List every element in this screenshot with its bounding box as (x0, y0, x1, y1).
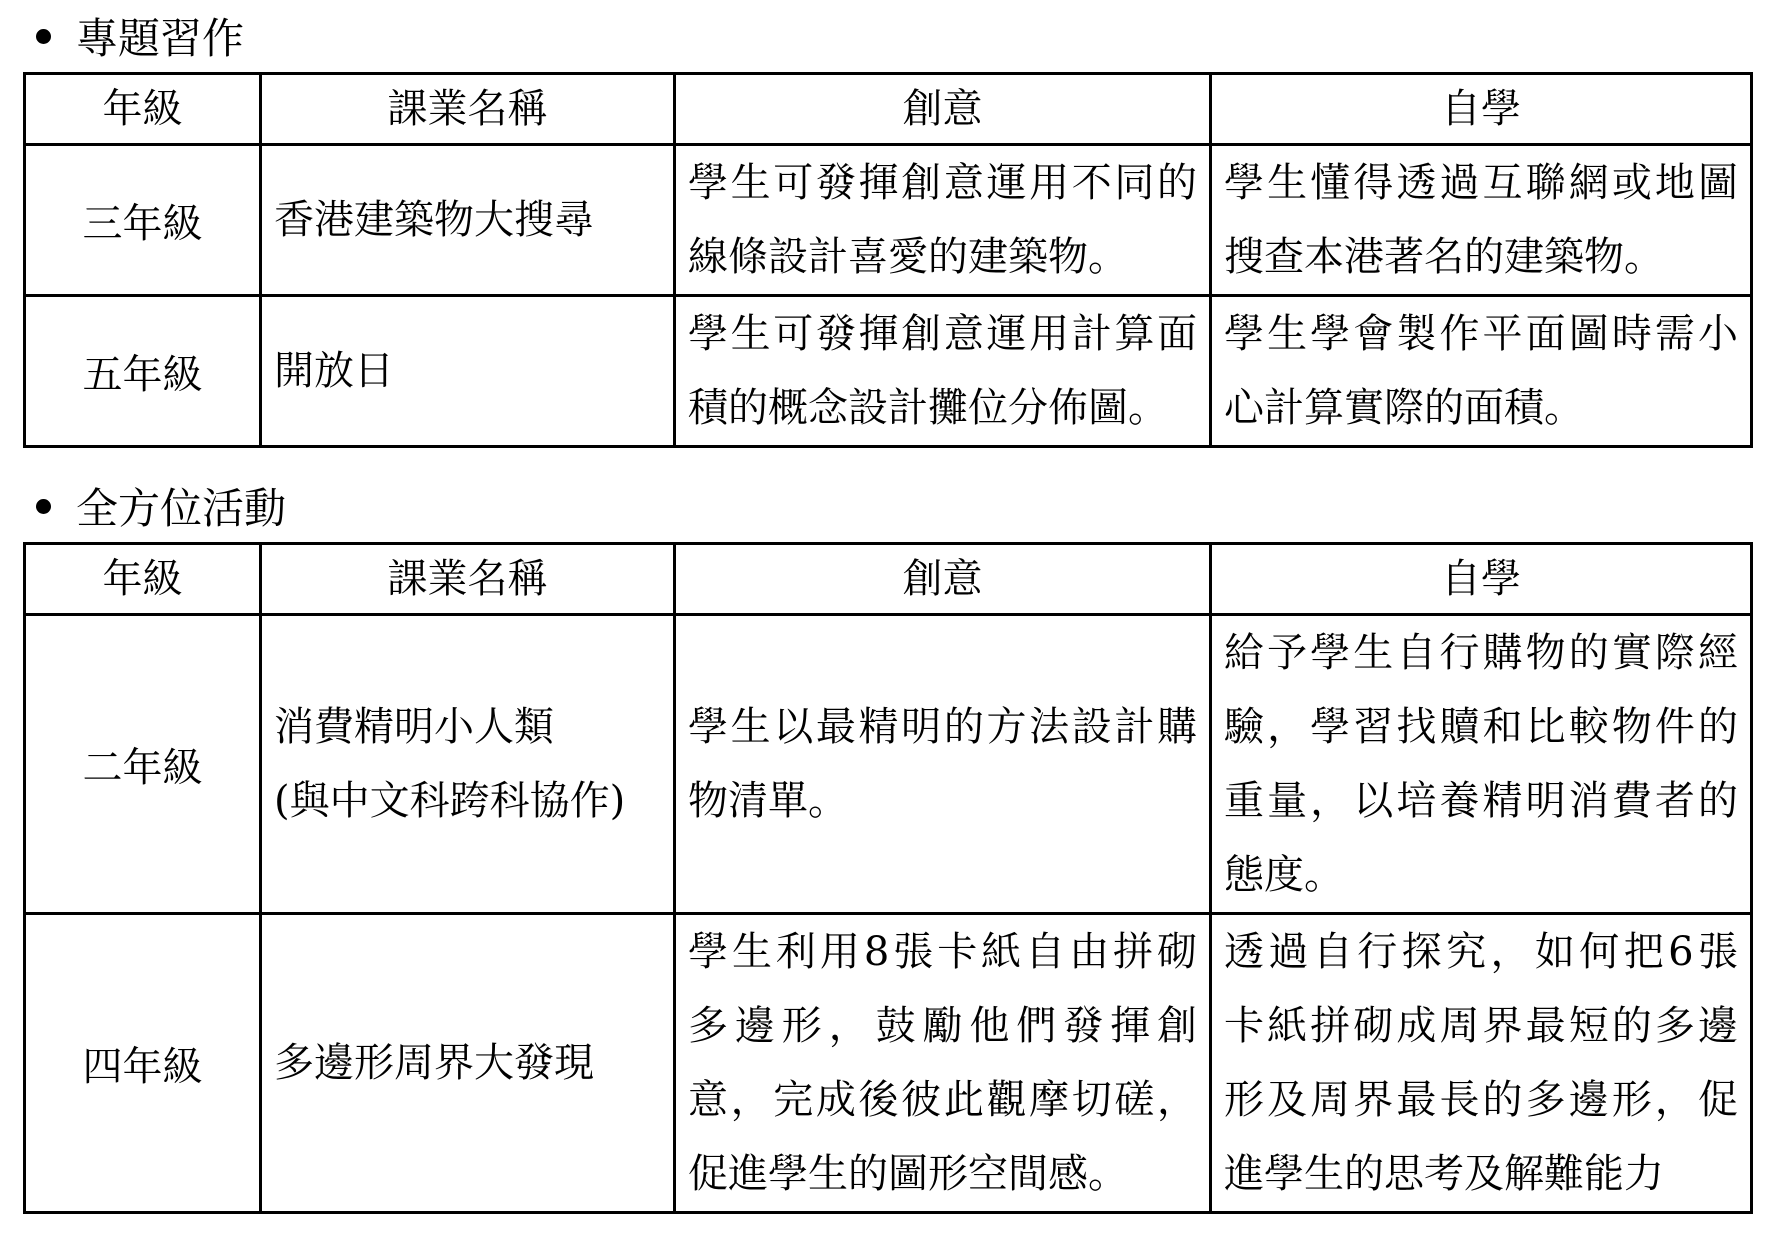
task-name-cell (261, 145, 675, 296)
task-name-cell (261, 914, 675, 1213)
table-row (25, 145, 1752, 296)
creativity-line: 意，完成後彼此觀摩切磋， (688, 1077, 1197, 1123)
task-name-line: (與中文科跨科協作) (274, 778, 626, 824)
self-learning-line: 透過自行探究，如何把6張 (1224, 929, 1738, 975)
creativity-line: 學生利用8張卡紙自由拼砌 (688, 929, 1197, 975)
section-project-work (23, 0, 1750, 448)
table-row (25, 615, 1752, 914)
creativity-cell (675, 145, 1211, 296)
self-learning-cell (1211, 615, 1752, 914)
header-task-name: 課業名稱 (261, 544, 675, 615)
section-all-round-activities (23, 470, 1750, 1214)
self-learning-cell (1211, 145, 1752, 296)
table-header-row (25, 544, 1752, 615)
self-learning-cell (1211, 296, 1752, 447)
self-learning-line: 給予學生自行購物的實際經 (1224, 630, 1738, 676)
bullet-icon (36, 29, 51, 44)
header-self-learning: 自學 (1211, 74, 1752, 145)
task-name-cell (261, 296, 675, 447)
project-work-table (23, 72, 1753, 448)
section-heading (23, 470, 1750, 542)
task-name-line: 開放日 (274, 348, 394, 394)
creativity-line: 學生可發揮創意運用不同的 (688, 160, 1197, 206)
table-header-row (25, 74, 1752, 145)
self-learning-line: 重量，以培養精明消費者的 (1224, 778, 1738, 824)
self-learning-line: 心計算實際的面積。 (1224, 385, 1584, 431)
header-self-learning: 自學 (1211, 544, 1752, 615)
creativity-line: 物清單。 (688, 778, 848, 824)
creativity-line: 積的概念設計攤位分佈圖。 (688, 385, 1168, 431)
grade-cell: 三年級 (25, 145, 261, 296)
all-round-activities-table (23, 542, 1753, 1214)
table-row (25, 296, 1752, 447)
self-learning-line: 學生懂得透過互聯網或地圖 (1224, 160, 1738, 206)
grade-cell: 五年級 (25, 296, 261, 447)
creativity-cell (675, 296, 1211, 447)
self-learning-line: 驗，學習找贖和比較物件的 (1224, 704, 1738, 750)
creativity-line: 促進學生的圖形空間感。 (688, 1151, 1128, 1197)
section-heading-text: 全方位活動 (76, 484, 287, 533)
task-name-line: 消費精明小人類 (274, 704, 554, 750)
grade-cell: 四年級 (25, 914, 261, 1213)
task-name-line: 多邊形周界大發現 (274, 1040, 594, 1086)
self-learning-line: 進學生的思考及解難能力 (1224, 1151, 1664, 1197)
self-learning-line: 卡紙拼砌成周界最短的多邊 (1224, 1003, 1738, 1049)
section-heading (23, 0, 1750, 72)
self-learning-cell (1211, 914, 1752, 1213)
creativity-line: 線條設計喜愛的建築物。 (688, 234, 1128, 280)
task-name-cell (261, 615, 675, 914)
task-name-line: 香港建築物大搜尋 (274, 197, 594, 243)
grade-cell: 二年級 (25, 615, 261, 914)
self-learning-line: 學生學會製作平面圖時需小 (1224, 311, 1738, 357)
header-task-name: 課業名稱 (261, 74, 675, 145)
bullet-icon (36, 499, 51, 514)
creativity-line: 多邊形，鼓勵他們發揮創 (688, 1003, 1197, 1049)
header-grade: 年級 (25, 74, 261, 145)
creativity-cell (675, 615, 1211, 914)
creativity-cell (675, 914, 1211, 1213)
table-row (25, 914, 1752, 1213)
self-learning-line: 形及周界最長的多邊形，促 (1224, 1077, 1738, 1123)
header-creativity: 創意 (675, 74, 1211, 145)
self-learning-line: 態度。 (1224, 852, 1344, 898)
header-creativity: 創意 (675, 544, 1211, 615)
creativity-line: 學生可發揮創意運用計算面 (688, 311, 1197, 357)
self-learning-line: 搜查本港著名的建築物。 (1224, 234, 1664, 280)
section-heading-text: 專題習作 (76, 14, 245, 63)
creativity-line: 學生以最精明的方法設計購 (688, 704, 1197, 750)
header-grade: 年級 (25, 544, 261, 615)
